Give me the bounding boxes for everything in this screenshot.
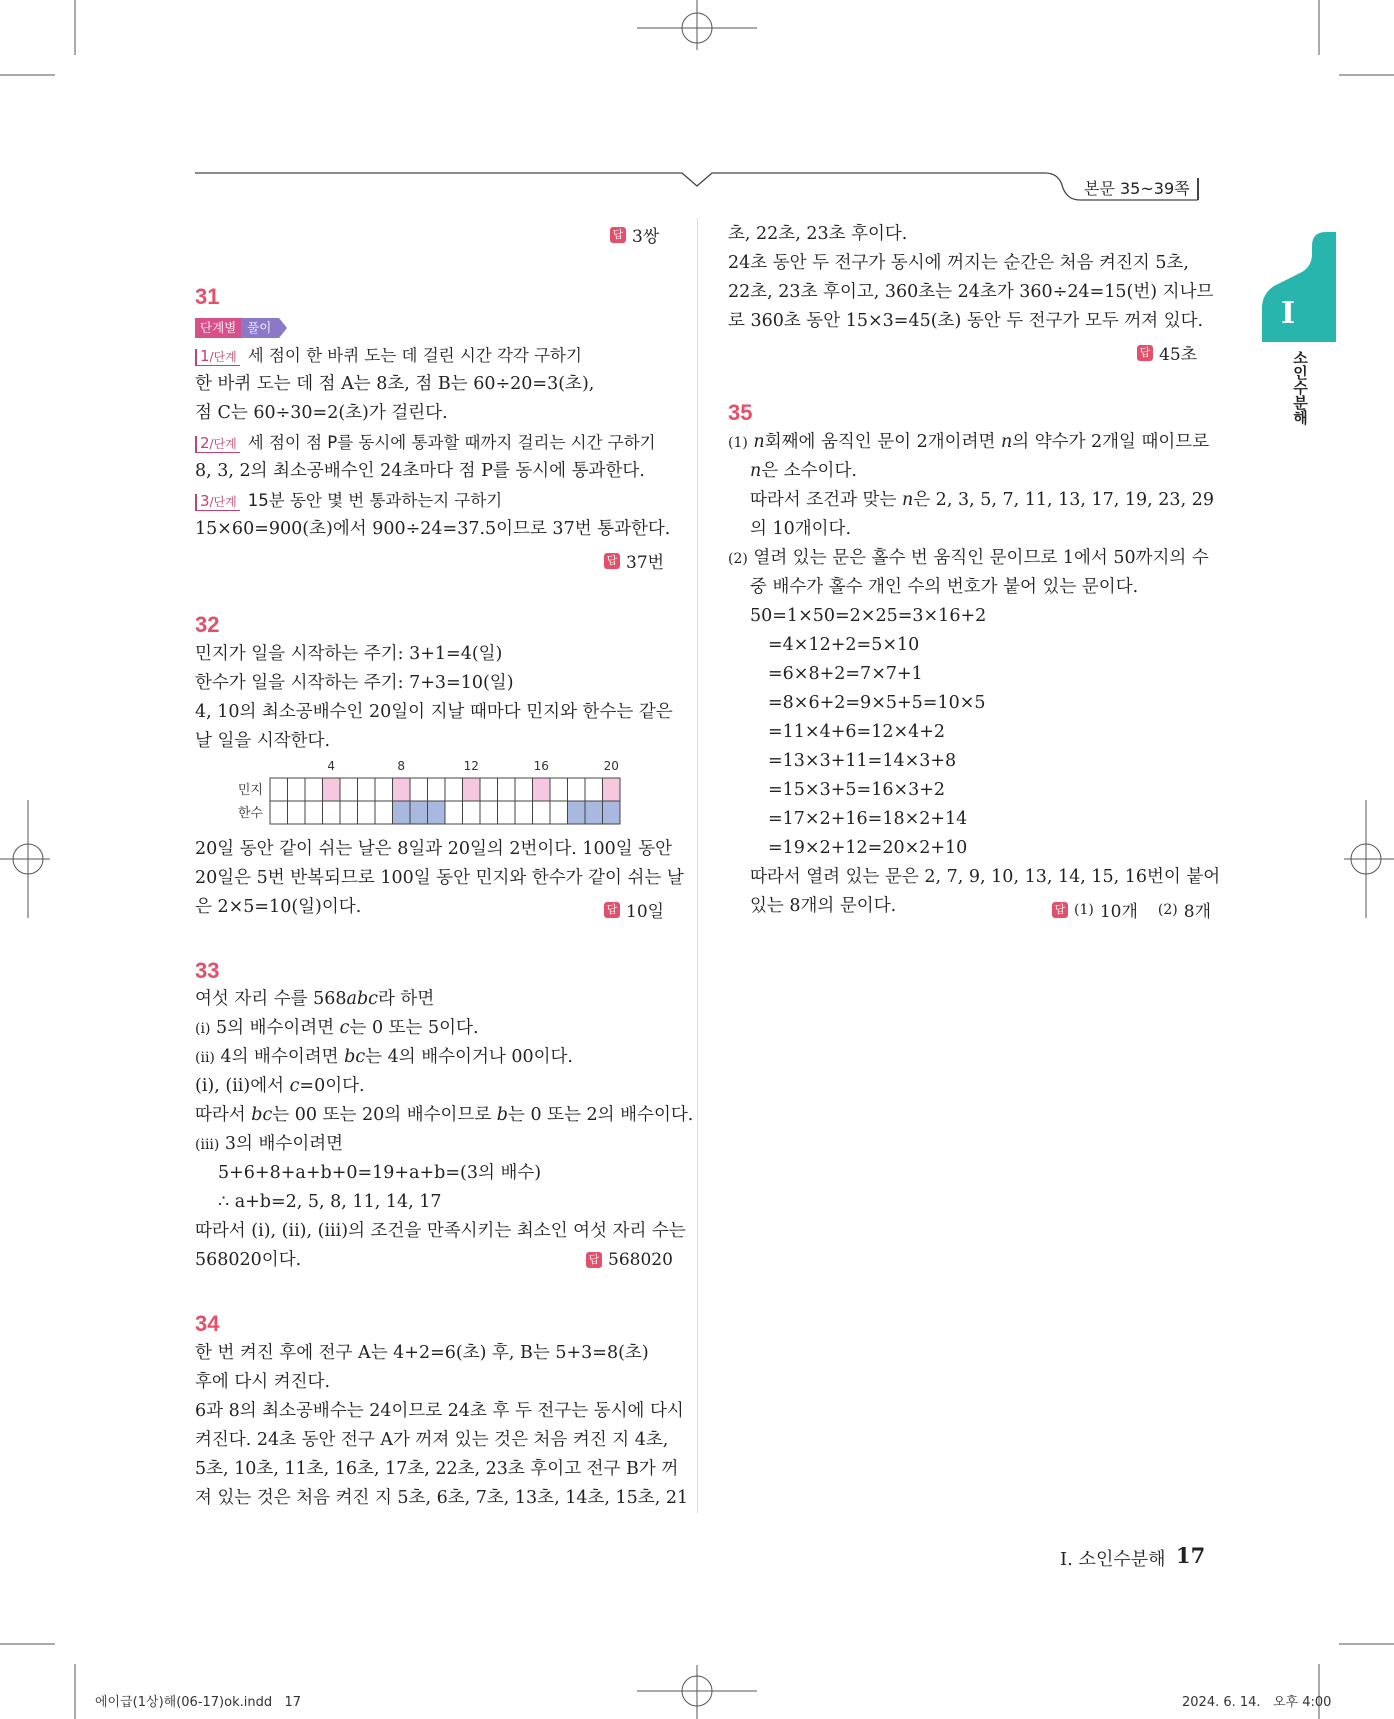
rest-day-cell [410, 801, 428, 824]
day-cell [550, 801, 568, 824]
day-cell [515, 778, 533, 801]
page-number: 17 [1176, 1543, 1206, 1568]
text-line: 민지가 일을 시작하는 주기: 3+1=4(일) [195, 644, 503, 664]
day-cell [358, 801, 376, 824]
tag-part-b: 풀이 [241, 318, 279, 338]
text-line: 날 일을 시작한다. [195, 731, 331, 751]
footer-chapter: I. 소인수분해 [1060, 1549, 1166, 1570]
row-label: 민지 [237, 783, 263, 798]
equation-line: 50=1×50=2×25=3×16+2 [750, 606, 987, 626]
text-line: 따라서 조건과 맞는 n은 2, 3, 5, 7, 11, 13, 17, 19, 23, 29 [750, 490, 1214, 510]
text-line: 져 있는 것은 처음 켜진 지 5초, 6초, 7초, 13초, 14초, 15초, 21 [195, 1488, 689, 1508]
text-line: 6과 8의 최소공배수는 24이므로 24초 후 두 전구는 동시에 다시 [195, 1401, 684, 1421]
column-divider [697, 218, 698, 1513]
step-1 [195, 341, 582, 370]
rest-day-cell [533, 778, 551, 801]
rest-day-cell [585, 801, 603, 824]
answer-value: 10개 [1099, 902, 1138, 922]
answer-value: 8개 [1183, 902, 1211, 922]
text-line: 중 배수가 홀수 개인 수의 번호가 붙어 있는 문이다. [750, 577, 1139, 597]
text-line: 후에 다시 켜진다. [195, 1372, 331, 1392]
text-line: 있는 8개의 문이다. [750, 896, 897, 916]
rest-day-cell [393, 778, 411, 801]
equation-line: ∴ a+b=2, 5, 8, 11, 14, 17 [218, 1192, 442, 1212]
text-line: 한수가 일을 시작하는 주기: 7+3=10(일) [195, 673, 514, 693]
problem-number-31: 31 [195, 284, 220, 309]
equation-line: =11×4+6=12×4+2 [768, 722, 946, 742]
text-line: (2) 열려 있는 문은 홀수 번 움직인 문이므로 1에서 50까지의 수 [728, 548, 1209, 568]
text-line: 한 번 켜진 후에 전구 A는 4+2=6(초) 후, B는 5+3=8(초) [195, 1343, 649, 1363]
answer-value: 568020 [608, 1250, 673, 1270]
day-tick-label: 12 [463, 759, 479, 773]
answer-mark: 답 [610, 227, 626, 243]
text-line: 따라서 (i), (ii), (iii)의 조건을 만족시키는 최소인 여섯 자리 수는 [195, 1221, 686, 1241]
text-line: (i) 5의 배수이려면 c는 0 또는 5이다. [195, 1018, 479, 1038]
text-line: 로 360초 동안 15×3=45(초) 동안 두 전구가 모두 꺼져 있다. [728, 311, 1204, 331]
step-title: 15분 동안 몇 번 통과하는지 구하기 [247, 491, 503, 510]
text-line: 켜진다. 24초 동안 전구 A가 꺼져 있는 것은 처음 켜진 지 4초, [195, 1430, 669, 1450]
text-line: 한 바퀴 도는 데 점 A는 8초, 점 B는 60÷20=3(초), [195, 374, 595, 394]
rest-day-cell [568, 801, 586, 824]
rest-day-cell [463, 778, 481, 801]
step-title: 세 점이 한 바퀴 도는 데 걸린 시간 각각 구하기 [247, 346, 582, 365]
text-line: (iii) 3의 배수이려면 [195, 1134, 344, 1154]
rest-day-cell [428, 801, 446, 824]
day-cell [305, 801, 323, 824]
day-cell [375, 801, 393, 824]
equation-line: =13×3+11=14×3+8 [768, 751, 957, 771]
text-line: 은 2×5=10(일)이다. [195, 897, 362, 917]
text-line: 24초 동안 두 전구가 동시에 꺼지는 순간은 처음 켜진지 5초, [728, 253, 1189, 273]
answer-value: 3쌍 [632, 227, 660, 247]
day-cell [480, 778, 498, 801]
day-cell [375, 778, 393, 801]
problem-number-33: 33 [195, 958, 220, 983]
answer-value: 45초 [1159, 345, 1198, 365]
answer-value: 10일 [626, 902, 665, 922]
rest-day-table [230, 756, 630, 832]
day-cell [445, 801, 463, 824]
equation-line: =19×2+12=20×2+10 [768, 838, 968, 858]
text-line: 의 10개이다. [750, 519, 852, 539]
answer-mark: 답 [1052, 902, 1068, 918]
day-cell [340, 801, 358, 824]
answer-mark: 답 [604, 902, 620, 918]
day-cell [463, 801, 481, 824]
step-badge: 1/단계 [195, 349, 240, 366]
slug-timestamp: 2024. 6. 14. 오후 4:00 [1182, 1695, 1332, 1710]
text-line: (1) n회째에 움직인 문이 2개이려면 n의 약수가 2개일 때이므로 [728, 432, 1210, 452]
step-badge: 3/단계 [195, 494, 240, 511]
equation-line: =6×8+2=7×7+1 [768, 664, 923, 684]
day-cell [288, 801, 306, 824]
rest-day-cell [323, 778, 341, 801]
day-cell [323, 801, 341, 824]
day-cell [445, 778, 463, 801]
answer-value: 37번 [626, 553, 665, 573]
problem-number-32: 32 [195, 612, 220, 637]
tag-part-a: 단계별 [195, 318, 241, 338]
day-cell [498, 801, 516, 824]
step-3 [195, 486, 502, 515]
day-cell [340, 778, 358, 801]
text-line: 5초, 10초, 11초, 16초, 17초, 22초, 23초 후이고 전구 B가 꺼 [195, 1459, 679, 1479]
equation-line: =17×2+16=18×2+14 [768, 809, 968, 829]
equation-line: =15×3+5=16×3+2 [768, 780, 946, 800]
day-cell [270, 801, 288, 824]
day-cell [288, 778, 306, 801]
text-line: 따라서 열려 있는 문은 2, 7, 9, 10, 13, 14, 15, 16번이 붙어 [750, 867, 1221, 887]
day-tick-label: 20 [603, 759, 619, 773]
day-cell [550, 778, 568, 801]
text-line: 8, 3, 2의 최소공배수인 24초마다 점 P를 동시에 통과한다. [195, 461, 645, 481]
step-solution-tag [195, 318, 287, 338]
text-line: 20일 동안 같이 쉬는 날은 8일과 20일의 2번이다. 100일 동안 [195, 839, 673, 859]
problem-number-35: 35 [728, 400, 753, 425]
step-badge: 2/단계 [195, 436, 240, 453]
rest-day-cell [603, 778, 621, 801]
row-label: 한수 [237, 806, 263, 821]
text-line: 22초, 23초 후이고, 360초는 24초가 360÷24=15(번) 지나므 [728, 282, 1214, 302]
answer-mark: 답 [586, 1252, 602, 1268]
text-line: 초, 22초, 23초 후이다. [728, 224, 908, 244]
day-cell [410, 778, 428, 801]
answer-34 [1137, 340, 1197, 365]
side-tab-label: 소인수분해 [1291, 350, 1309, 425]
side-tab-roman: I [1280, 296, 1296, 331]
equation-line: =8×6+2=9×5+5=10×5 [768, 693, 986, 713]
text-line: 15×60=900(초)에서 900÷24=37.5이므로 37번 통과한다. [195, 519, 671, 539]
day-tick-label: 8 [397, 759, 406, 773]
day-cell [270, 778, 288, 801]
answer-mark: 답 [1137, 345, 1153, 361]
answer-prev [610, 222, 659, 247]
rest-day-cell [393, 801, 411, 824]
text-line: 점 C는 60÷30=2(초)가 걸린다. [195, 403, 448, 423]
text-line: 20일은 5번 반복되므로 100일 동안 민지와 한수가 같이 쉬는 날 [195, 868, 684, 888]
slug-file: 에이급(1상)해(06-17)ok.indd 17 [95, 1695, 302, 1710]
rest-day-grid [230, 756, 630, 828]
text-line: (i), (ii)에서 c=0이다. [195, 1076, 365, 1096]
answer-32 [604, 897, 664, 922]
answer-33 [586, 1250, 673, 1270]
day-cell [428, 778, 446, 801]
equation-line: =4×12+2=5×10 [768, 635, 920, 655]
day-cell [533, 801, 551, 824]
problem-number-34: 34 [195, 1311, 220, 1336]
section-range: 본문 35~39쪽 [1084, 179, 1190, 198]
day-cell [358, 778, 376, 801]
rest-day-cell [603, 801, 621, 824]
day-tick-label: 16 [533, 759, 549, 773]
day-cell [515, 801, 533, 824]
answer-31 [604, 548, 664, 573]
text-line: 4, 10의 최소공배수인 20일이 지날 때마다 민지와 한수는 같은 [195, 702, 673, 722]
day-cell [498, 778, 516, 801]
answer-35: 답 (1) 10개 (2) 8개 [1052, 897, 1211, 922]
tag-arrow [279, 318, 287, 338]
text-line: 568020이다. [195, 1250, 302, 1270]
text-line: n은 소수이다. [750, 461, 857, 481]
day-cell [568, 778, 586, 801]
day-tick-label: 4 [327, 759, 336, 773]
step-2 [195, 428, 656, 457]
day-cell [305, 778, 323, 801]
equation-line: 5+6+8+a+b+0=19+a+b=(3의 배수) [218, 1163, 542, 1183]
text-line: (ii) 4의 배수이려면 bc는 4의 배수이거나 00이다. [195, 1047, 573, 1067]
day-cell [480, 801, 498, 824]
day-cell [585, 778, 603, 801]
text-line: 여섯 자리 수를 568abc라 하면 [195, 989, 435, 1009]
answer-mark: 답 [604, 553, 620, 569]
step-title: 세 점이 점 P를 동시에 통과할 때까지 걸리는 시간 구하기 [247, 433, 656, 452]
text-line: 따라서 bc는 00 또는 20의 배수이므로 b는 0 또는 2의 배수이다. [195, 1105, 694, 1125]
